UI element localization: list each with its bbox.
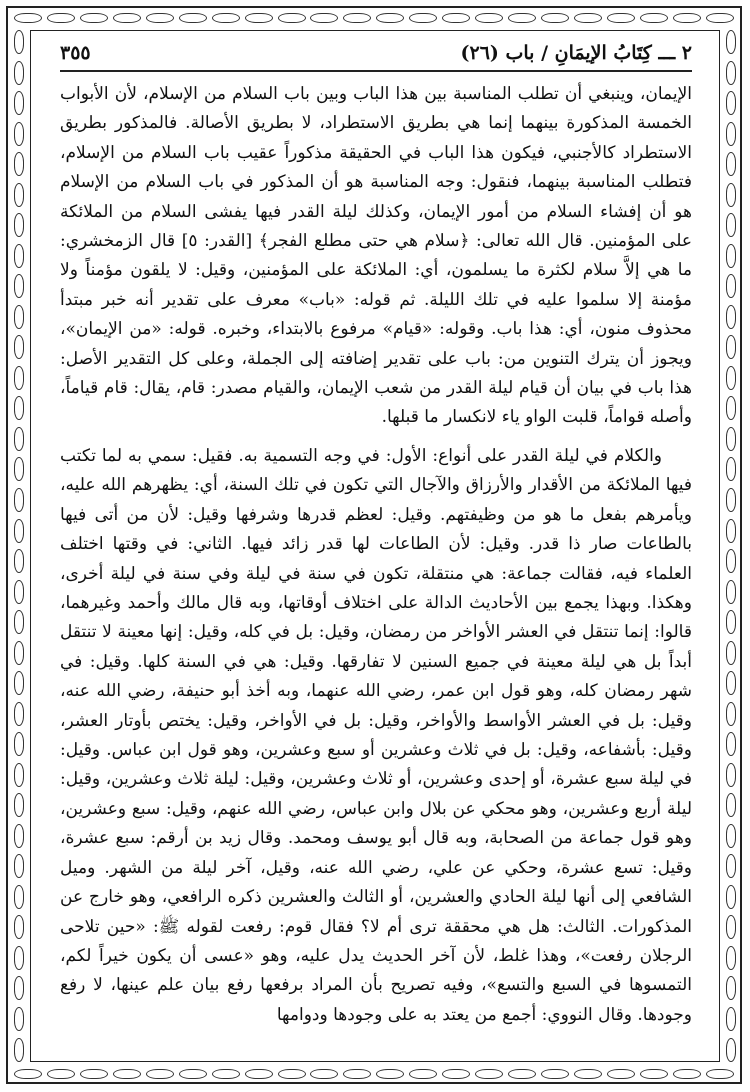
ornament-bottom — [14, 1066, 734, 1082]
ornament-left — [11, 30, 27, 1062]
page-body — [60, 80, 692, 1030]
ornament-top — [14, 10, 734, 26]
page-number: ٣٥٥ — [60, 42, 91, 64]
page-header — [60, 36, 692, 72]
paragraph-1: الإيمان، وينبغي أن تطلب المناسبة بين هذا الباب وبين باب السلام من الإسلام، لأن الأبواب الخمسة المذكورة بينهما إنما هي بطريق الاستطراد، لا بطريق الأصالة. فالمذكور بطريق الاستطراد كالأجنبي، فيكون هذا الباب في الحقيقة مذكوراً عقيب باب السلام من الإسلام، فتطلب المناسبة بينهما، فنقول: وجه المناسبة هو أن المذكور في باب السلام من الإسلام هو أن إفشاء السلام من أمور الإيمان، وكذلك ليلة القدر فيها يفشى السلام من الملائكة على المؤمنين. قال الله تعالى: ﴿سلام هي حتى مطلع الفجر﴾ [القدر: ٥] قال الزمخشري: ما هي إلاَّ سلام لكثرة ما يسلمون، أي: الملائكة على المؤمنين، وقيل: لا يلقون مؤمناً ولا مؤمنة إلا سلموا عليه في تلك الليلة. ثم قوله: «باب» معرف على تقدير أنه خبر مبتدأ محذوف منون، أي: هذا باب. وقوله: «قيام» مرفوع بالابتداء، وخبره. قوله: «من الإيمان»، ويجوز أن يترك التنوين من: باب على تقدير إضافته إلى الجملة، وعلى كل التقدير الأصل: هذا باب في بيان أن قيام ليلة القدر من شعب الإيمان، والقيام مصدر: قام، يقال: قام قياماً، وأصله قواماً، قلبت الواو ياء لانكسار ما قبلها. — [60, 84, 692, 428]
paragraph-2: والكلام في ليلة القدر على أنواع: الأول: في وجه التسمية به. فقيل: سمي به لما تكتب فيها الملائكة من الأقدار والأرزاق والآجال التي تكون في تلك السنة، أي: يظهرهم الله عليه، ويأمرهم بفعل ما هو من وظيفتهم. وقيل: لعظم قدرها وشرفها وقيل: لأن من أتى فيها بالطاعات صار ذا قدر. وقيل: لأن الطاعات لها قدر زائد فيها. الثاني: في وقتها اختلف العلماء فيه، فقالت جماعة: هي منتقلة، تكون في سنة في ليلة وفي سنة في ليلة أخرى، وهكذا. وبهذا يجمع بين الأحاديث الدالة على اختلاف أوقاتها، وبه قال مالك وأحمد وغيرهما، قالوا: إنما تنتقل في العشر الأواخر من رمضان، وقيل: بل في كله، وقيل: إنها معينة لا تنتقل أبداً بل هي ليلة معينة في جميع السنين لا تفارقها. وقيل: هي في السنة كلها. وقيل: في شهر رمضان كله، وهو قول ابن عمر، رضي الله عنهما، وبه أخذ أبو حنيفة، رضي الله عنه، وقيل: بل في العشر الأواسط والأواخر، وقيل: بل في الأواخر، وقيل: يختص بأوتار العشر، وقيل: بأشفاعه، وقيل: بل في ثلاث وعشرين أو سبع وعشرين، وهو قول ابن عباس. وقيل: في ليلة سبع عشرة، أو إحدى وعشرين، أو ثلاث وعشرين، وقيل: ليلة ثلاث وعشرين، وقيل: ليلة أربع وعشرين، وهو محكي عن بلال وابن عباس، رضي الله عنهم، وقيل: سبع وعشرين، وهو قول جماعة من الصحابة، وبه قال أبو يوسف ومحمد. وقال زيد بن أرقم: سبع عشرة، وقيل: تسع عشرة، وحكي عن علي، رضي الله عنه، وقيل، آخر ليلة من الشهر. وميل الشافعي إلى أنها ليلة الحادي والعشرين، أو الثالث والعشرين ذكره الرافعي، وهو خارج عن المذكورات. الثالث: هل هي محققة ترى أم لا؟ فقال قوم: رفعت لقوله ﷺ: «حين تلاحى الرجلان رفعت»، وهذا غلط، لأن آخر الحديث يدل عليه، وهو «عسى أن يكون خيراً لكم، التمسوها في السبع والتسع»، وفيه تصريح بأن المراد برفعها رفع بيان علم عينها، لا رفع وجودها. وقال النووي: أجمع من يعتد به على وجودها ودوامها — [60, 446, 692, 1025]
ornament-right — [723, 30, 739, 1062]
running-head: ٢ ـــ كِتَابُ الإيمَانِ / باب (٢٦) — [460, 42, 692, 64]
